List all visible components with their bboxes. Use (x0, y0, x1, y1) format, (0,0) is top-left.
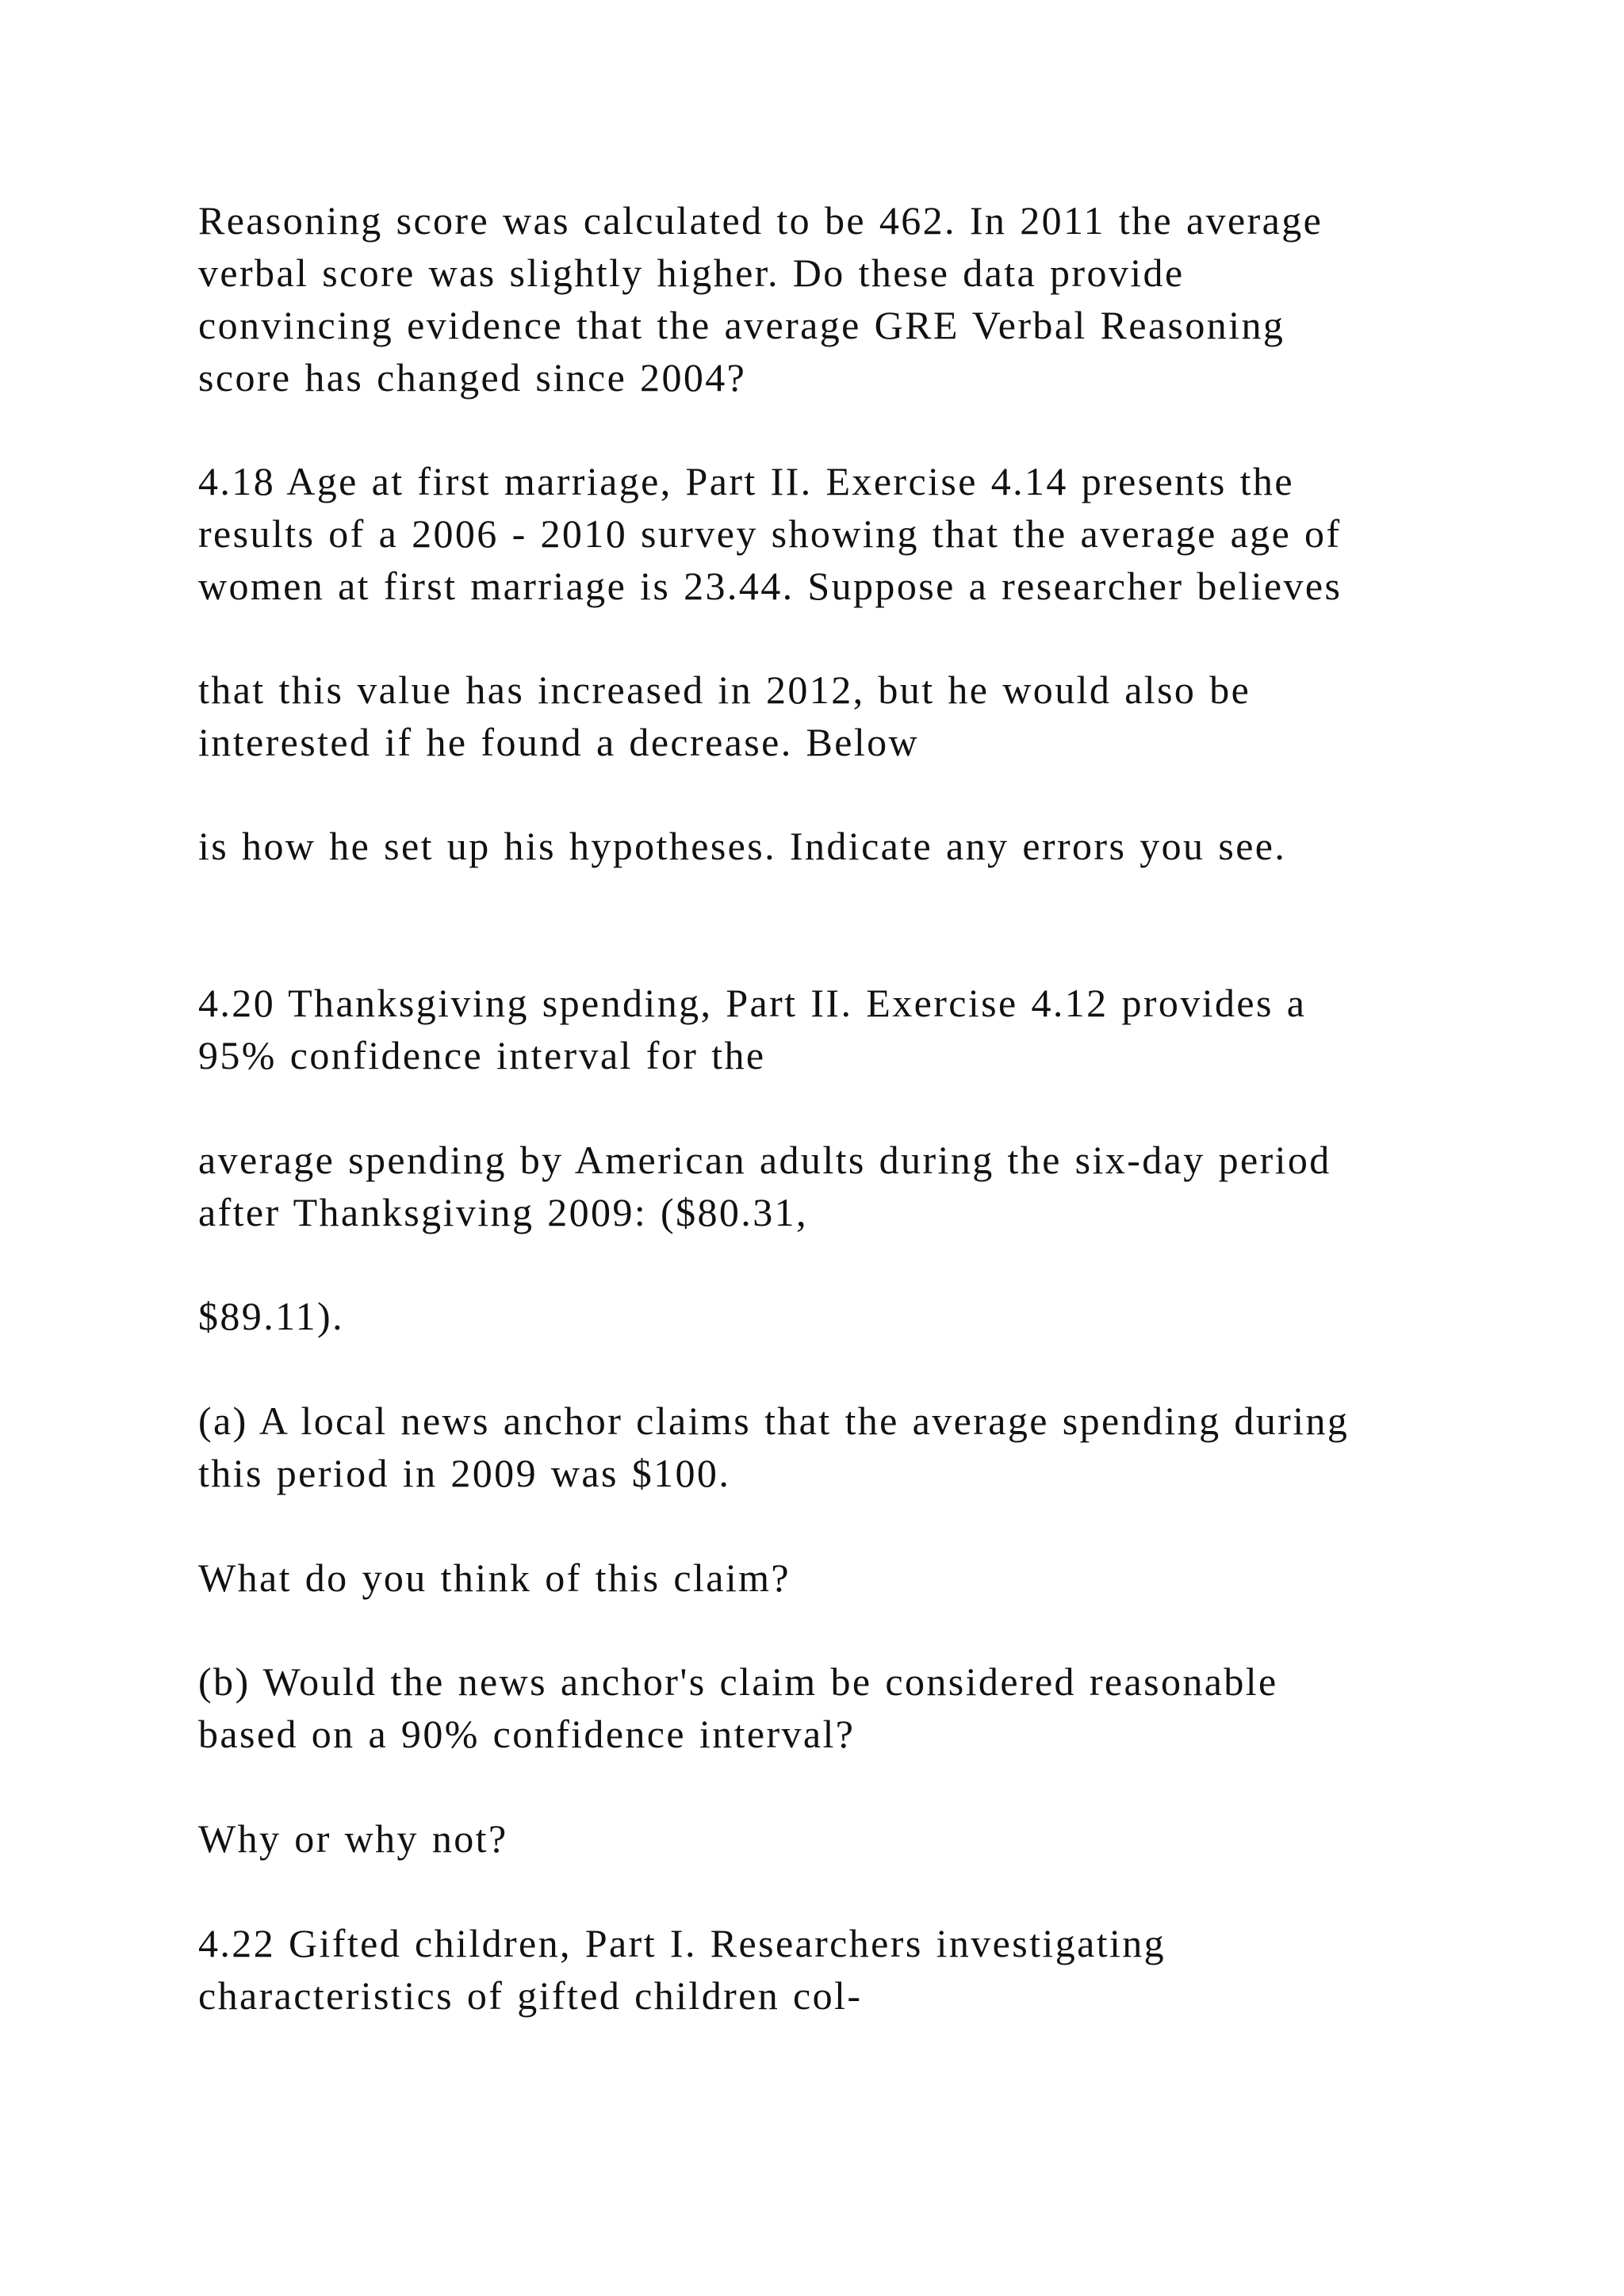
text-line: 95% confidence interval for the (198, 1033, 766, 1077)
paragraph-exercise-4-20-part-a-question (198, 1552, 1546, 1604)
paragraph-exercise-4-20-part-b (198, 1655, 1546, 1760)
text-line: that this value has increased in 2012, but he would also be (198, 668, 1251, 712)
paragraph-exercise-4-20-part-b-question (198, 1812, 1546, 1865)
text-line: convincing evidence that the average GRE Verbal Reasoning (198, 303, 1285, 347)
paragraph-exercise-4-18-instruction (198, 820, 1546, 872)
paragraph-exercise-4-20-part-a (198, 1395, 1546, 1499)
text-line: women at first marriage is 23.44. Suppose a researcher believes (198, 564, 1342, 608)
paragraph-exercise-4-18-continued (198, 664, 1546, 768)
text-line: this period in 2009 was $100. (198, 1451, 731, 1495)
text-line: Why or why not? (198, 1816, 508, 1861)
text-line: results of a 2006 - 2010 survey showing that the average age of (198, 511, 1342, 556)
text-line: average spending by American adults during the six-day period (198, 1138, 1331, 1182)
paragraph-gre-verbal-question (198, 194, 1546, 404)
text-line: is how he set up his hypotheses. Indicate any errors you see. (198, 824, 1287, 868)
paragraph-exercise-4-20-interval (198, 1134, 1546, 1238)
text-line: What do you think of this claim? (198, 1556, 791, 1600)
text-line: $89.11). (198, 1294, 344, 1338)
text-line: 4.22 Gifted children, Part I. Researchers investigating (198, 1921, 1166, 1965)
text-line: (b) Would the news anchor's claim be considered reasonable (198, 1659, 1278, 1704)
paragraph-exercise-4-22-intro (198, 1917, 1546, 2022)
text-line: characteristics of gifted children col- (198, 1973, 863, 2018)
text-line: 4.20 Thanksgiving spending, Part II. Exercise 4.12 provides a (198, 981, 1307, 1025)
paragraph-exercise-4-18-intro (198, 455, 1546, 612)
paragraph-exercise-4-20-intro (198, 977, 1546, 1081)
text-line: 4.18 Age at first marriage, Part II. Exercise 4.14 presents the (198, 459, 1294, 503)
text-line: interested if he found a decrease. Below (198, 720, 920, 764)
text-line: Reasoning score was calculated to be 462. In 2011 the average (198, 198, 1323, 243)
paragraph-exercise-4-20-interval-end (198, 1290, 1546, 1342)
text-line: (a) A local news anchor claims that the average spending during (198, 1399, 1350, 1443)
text-line: based on a 90% confidence interval? (198, 1712, 856, 1756)
text-line: after Thanksgiving 2009: ($80.31, (198, 1190, 808, 1234)
text-line: verbal score was slightly higher. Do these data provide (198, 251, 1185, 295)
text-line: score has changed since 2004? (198, 355, 747, 400)
